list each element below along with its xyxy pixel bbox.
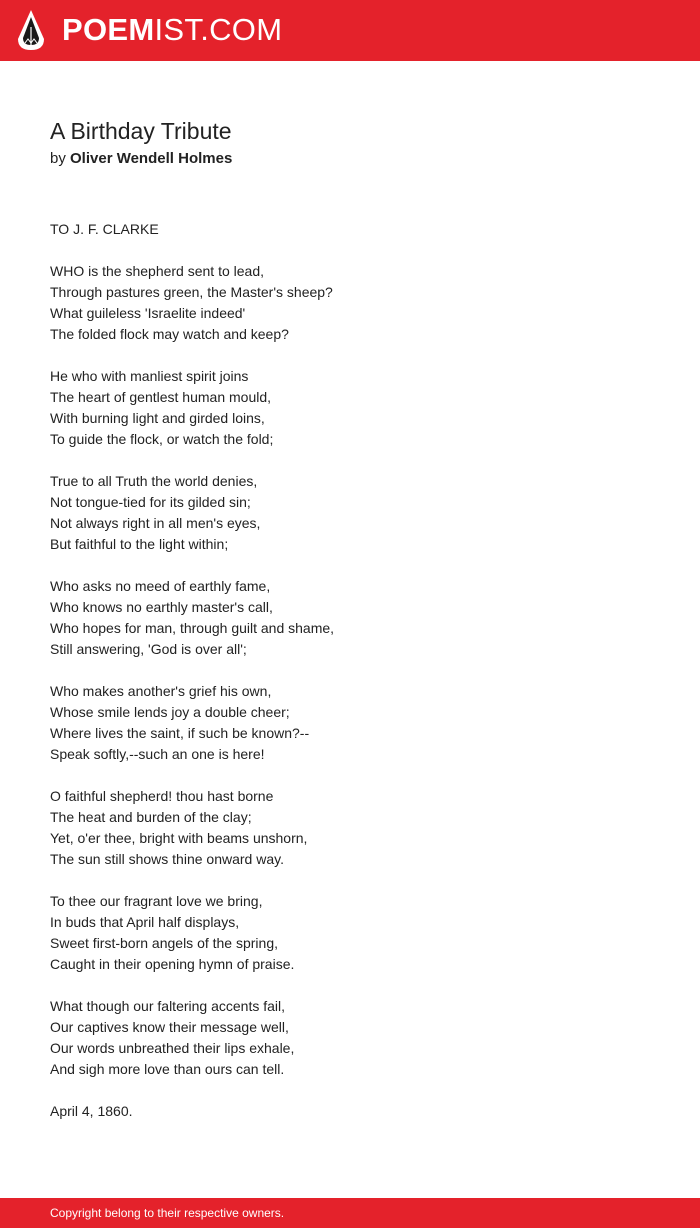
stanza-gap (50, 870, 650, 891)
poem-line: Speak softly,--such an one is here! (50, 746, 265, 762)
stanza (50, 1101, 650, 1122)
poem-line: In buds that April half displays, (50, 914, 240, 930)
stanza-gap (50, 660, 650, 681)
poem-line: WHO is the shepherd sent to lead, (50, 263, 264, 279)
poem-line: O faithful shepherd! thou hast borne (50, 788, 274, 804)
stanza (50, 891, 650, 975)
stanza (50, 576, 650, 660)
stanza-gap (50, 975, 650, 996)
poem-line: Not tongue-tied for its gilded sin; (50, 494, 251, 510)
poem-body (50, 219, 650, 1122)
stanza (50, 261, 650, 345)
byline (50, 149, 232, 169)
stanza-gap (50, 555, 650, 576)
logo-text-bold: POEM (62, 12, 155, 47)
stanza (50, 219, 650, 240)
poem-line: Who knows no earthly master's call, (50, 599, 273, 615)
poem-line: Where lives the saint, if such be known?-- (50, 725, 310, 741)
poem-line: True to all Truth the world denies, (50, 473, 258, 489)
poem-line: The folded flock may watch and keep? (50, 326, 289, 342)
stanza-gap (50, 765, 650, 786)
stanza (50, 996, 650, 1080)
poem-line: To guide the flock, or watch the fold; (50, 431, 274, 447)
poem-line: Who asks no meed of earthly fame, (50, 578, 271, 594)
by-label: by (50, 150, 66, 167)
poem-line: Not always right in all men's eyes, (50, 515, 261, 531)
poem-line: April 4, 1860. (50, 1103, 133, 1119)
author-name[interactable]: Oliver Wendell Holmes (70, 150, 233, 167)
poem-line: Caught in their opening hymn of praise. (50, 956, 295, 972)
site-header (0, 0, 700, 61)
poem-line: What though our faltering accents fail, (50, 998, 286, 1014)
poem-line: The sun still shows thine onward way. (50, 851, 284, 867)
stanza-gap (50, 345, 650, 366)
poem-line: TO J. F. CLARKE (50, 221, 159, 237)
copyright-text: Copyright belong to their respective owners. (50, 1206, 285, 1220)
stanza (50, 681, 650, 765)
poem-line: Yet, o'er thee, bright with beams unshorn, (50, 830, 308, 846)
stanza-gap (50, 450, 650, 471)
poem-line: Our captives know their message well, (50, 1019, 289, 1035)
poem-line: But faithful to the light within; (50, 536, 229, 552)
stanza-gap (50, 1080, 650, 1101)
stanza (50, 471, 650, 555)
poem-line: The heart of gentlest human mould, (50, 389, 272, 405)
stanza (50, 366, 650, 450)
poem-line: Through pastures green, the Master's sheep? (50, 284, 333, 300)
poem-title: A Birthday Tribute (50, 118, 232, 144)
poem-line: Our words unbreathed their lips exhale, (50, 1040, 295, 1056)
stanza (50, 786, 650, 870)
poem-line: Still answering, 'God is over all'; (50, 641, 247, 657)
poem-line: To thee our fragrant love we bring, (50, 893, 263, 909)
poem-line: The heat and burden of the clay; (50, 809, 252, 825)
poem-line: With burning light and girded loins, (50, 410, 265, 426)
pen-nib-icon[interactable] (17, 9, 45, 51)
poem-line: And sigh more love than ours can tell. (50, 1061, 285, 1077)
poem-line: Sweet first-born angels of the spring, (50, 935, 279, 951)
logo-text-light: IST.COM (154, 12, 283, 47)
poem-line: He who with manliest spirit joins (50, 368, 249, 384)
poem-line: Whose smile lends joy a double cheer; (50, 704, 290, 720)
poem-line: Who hopes for man, through guilt and shame, (50, 620, 335, 636)
stanza-gap (50, 240, 650, 261)
site-footer (0, 1198, 700, 1228)
site-logo[interactable] (62, 12, 282, 48)
poem-line: Who makes another's grief his own, (50, 683, 272, 699)
poem-line: What guileless 'Israelite indeed' (50, 305, 246, 321)
